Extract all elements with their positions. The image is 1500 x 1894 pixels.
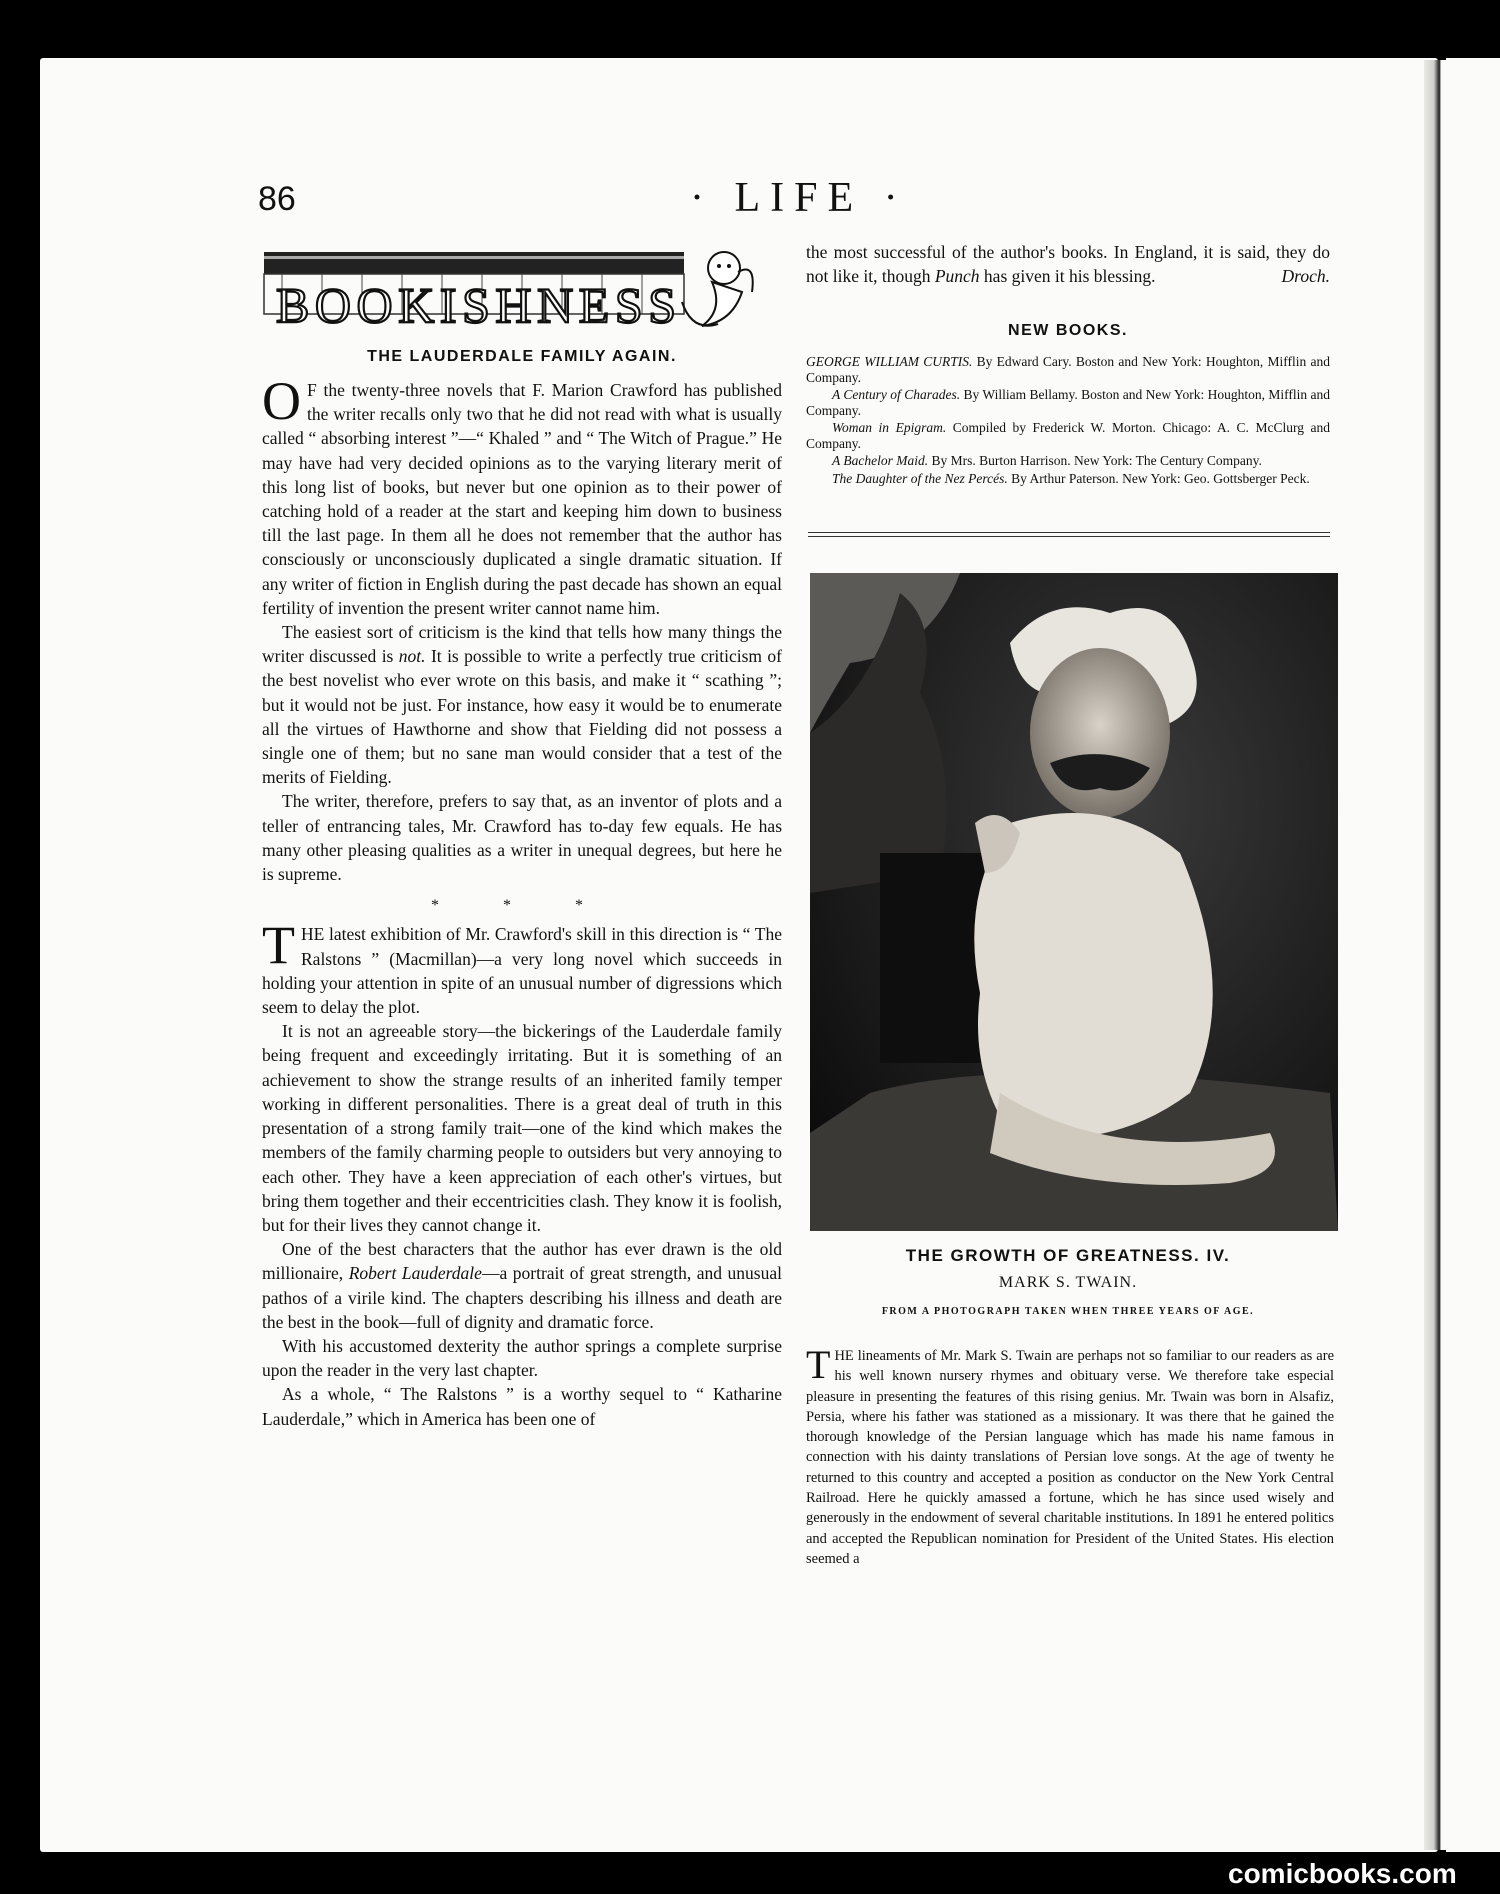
book-entry [806, 420, 1330, 451]
book-details: By William Bellamy. Boston and New York: Houghton, Mifflin and Company. [806, 387, 1331, 418]
paragraph-6-text-b: —a portrait of great strength, and unusual pathos of a virile kind. The chapters describing his illness and death are the best in the book—full of dignity and dramatic force. [262, 1263, 782, 1332]
paragraph-4 [262, 915, 782, 1019]
paragraph-2 [262, 620, 782, 789]
page-fold [1424, 60, 1446, 1850]
article-heading: THE LAUDERDALE FAMILY AGAIN. [367, 348, 677, 365]
paragraph-6-text-a: One of the best characters that the author has ever drawn is the old millionaire, [262, 1239, 782, 1284]
book-details: Compiled by Frederick W. Morton. Chicago: A. C. McClurg and Company. [806, 420, 1330, 451]
continuation-text-a: the most successful of the author's books. In England, it is said, they do not like it, though [806, 242, 1330, 287]
paragraph-7: With his accustomed dexterity the author springs a complete surprise upon the reader in the very last chapter. [262, 1335, 782, 1381]
drop-cap: O [262, 371, 301, 431]
book-details: By Edward Cary. Boston and New York: Houghton, Mifflin and Company. [806, 354, 1330, 385]
paragraph-2-text-b: It is possible to write a perfectly true criticism of the best novelist who ever wrote on this basis, and make it “ scathing ”; but it would not be just. For instance, how easy it would be to enumerate all the virtues of Hawthorne and show that Fielding did not possess a single one of them; but no sane man would consider that a test of the merits of Fielding. [262, 646, 782, 788]
new-books-heading: NEW BOOKS. [1008, 322, 1128, 339]
book-entry [806, 471, 1330, 487]
book-details: By Arthur Paterson. New York: Geo. Gottsberger Peck. [1007, 470, 1310, 486]
book-title: The Daughter of the Nez Percés. [832, 470, 1008, 486]
twain-paragraph [806, 1342, 1334, 1569]
bookishness-banner-graphic [262, 242, 756, 338]
right-column-continuation [806, 240, 1330, 288]
continuation-text-b: has given it his blessing. [979, 266, 1156, 287]
white-gown [974, 813, 1212, 1138]
facing-page-edge [1446, 58, 1500, 1852]
continuation-paragraph [806, 240, 1330, 288]
logo-band [264, 252, 684, 274]
paragraph-2-text-a: The easiest sort of criticism is the kind that tells how many things the writer discussed is [262, 622, 782, 667]
photo-caption-note: FROM A PHOTOGRAPH TAKEN WHEN THREE YEARS OF AGE. [881, 1306, 1255, 1317]
book-title: A Century of Charades. [832, 387, 961, 402]
photo-caption-name: MARK S. TWAIN. [998, 1274, 1138, 1291]
paragraph-1-text: F the twenty-three novels that F. Marion Crawford has published the writer recalls only two that he did not read with what is usually called “ absorbing interest ”—“ Khaled ” and “ The Witch of Prague.” He may have had very decided opinions as to the varying literary merit of this long list of books, but never but one opinion as to their power of catching hold of a reader at the start and keeping him down to business till the last page. In them all he does not remember that the author has consciously or unconsciously duplicated a single dramatic situation. If any writer of fiction in English during the past decade has shown an equal fertility of invention the present writer cannot name him. [262, 380, 782, 618]
photo-caption-title: THE GROWTH OF GREATNESS. IV. [905, 1246, 1231, 1265]
site-watermark: comicbooks.com [1228, 1858, 1457, 1889]
book-entry [806, 387, 1330, 418]
column-rule [808, 532, 1330, 533]
paragraph-1 [262, 371, 782, 620]
twain-paragraph-text: HE lineaments of Mr. Mark S. Twain are perhaps not so familiar to our readers as are his well known nursery rhymes and obituary verse. We therefore take especial pleasure in presenting the features of this rising genius. Mr. Twain was born in Alsafiz, Persia, where his father was stationed as a missionary. It was there that he gained the thorough knowledge of the Persian language which has made his name famous in connection with his dainty translations of Persian love songs. At the age of twenty he returned to this country and accepted a position as conductor on the New York Central Railroad. Here he quickly amassed a fortune, which he has since used wisely and generously in the endowment of several charitable institutions. In 1891 he entered politics and accepted the Republican nomination for President of the United States. His election seemed a [806, 1348, 1334, 1567]
new-books-list [806, 354, 1330, 488]
chair [880, 853, 990, 1063]
paragraph-8: As a whole, “ The Ralstons ” is a worthy sequel to “ Katharine Lauderdale,” which in America has been one of [262, 1384, 782, 1429]
logo-lettering: BOOKISHNESS [276, 277, 676, 333]
book-details: By Mrs. Burton Harrison. New York: The Century Company. [928, 453, 1262, 468]
twain-article [806, 1342, 1334, 1569]
running-title: · LIFE · [690, 175, 908, 221]
bookishness-logo [262, 242, 756, 338]
book-entry [806, 453, 1330, 469]
portrait-photograph [810, 573, 1338, 1231]
drop-cap-3: T [806, 1342, 831, 1387]
section-break: * * * [431, 897, 613, 915]
book-title: GEORGE WILLIAM CURTIS. [806, 354, 973, 369]
paragraph-5: It is not an agreeable story—the bickerings of the Lauderdale family being frequent and exceedingly irritating. But it is something of an achievement to show the strange results of an inherited family temper working in different personalities. There is a great deal of truth in this presentation of a strong family trait—one of the kind which makes the members of the family charming people to outsiders but very annoying to each other. They have a keen appreciation of each other's virtues, but bring them together and their eccentricities clash. They know it is foolish, but for their lives they cannot change it. [262, 1021, 782, 1235]
paragraph-2-emphasis: not. [398, 646, 426, 667]
continuation-emphasis: Punch [934, 266, 980, 287]
paragraph-6-emphasis: Robert Lauderdale [348, 1263, 482, 1284]
paragraph-3: The writer, therefore, prefers to say that, as an inventor of plots and a teller of entrancing tales, Mr. Crawford has to-day few equals. He has many other pleasing qualities as a writer in unequal degrees, but here he is supreme. [262, 791, 782, 885]
signature: Droch. [1281, 266, 1330, 287]
book-title: A Bachelor Maid. [832, 453, 929, 468]
column-rule-2 [808, 536, 1330, 537]
paragraph-4-text: HE latest exhibition of Mr. Crawford's skill in this direction is “ The Ralstons ” (Macmillan)—a very long novel which succeeds in holding your attention in spite of an unusual number of digressions which seem to delay the plot. [262, 924, 782, 1018]
drop-cap-2: T [262, 915, 295, 976]
book-title: Woman in Epigram. [832, 420, 947, 435]
cherub-icon [682, 252, 753, 326]
left-column [262, 371, 782, 1431]
paragraph-6 [262, 1237, 782, 1334]
face [1030, 648, 1170, 818]
portrait-illustration [810, 573, 1338, 1231]
logo-band-stripe [264, 256, 684, 259]
page-number: 86 [258, 180, 296, 218]
book-entry [806, 354, 1330, 385]
